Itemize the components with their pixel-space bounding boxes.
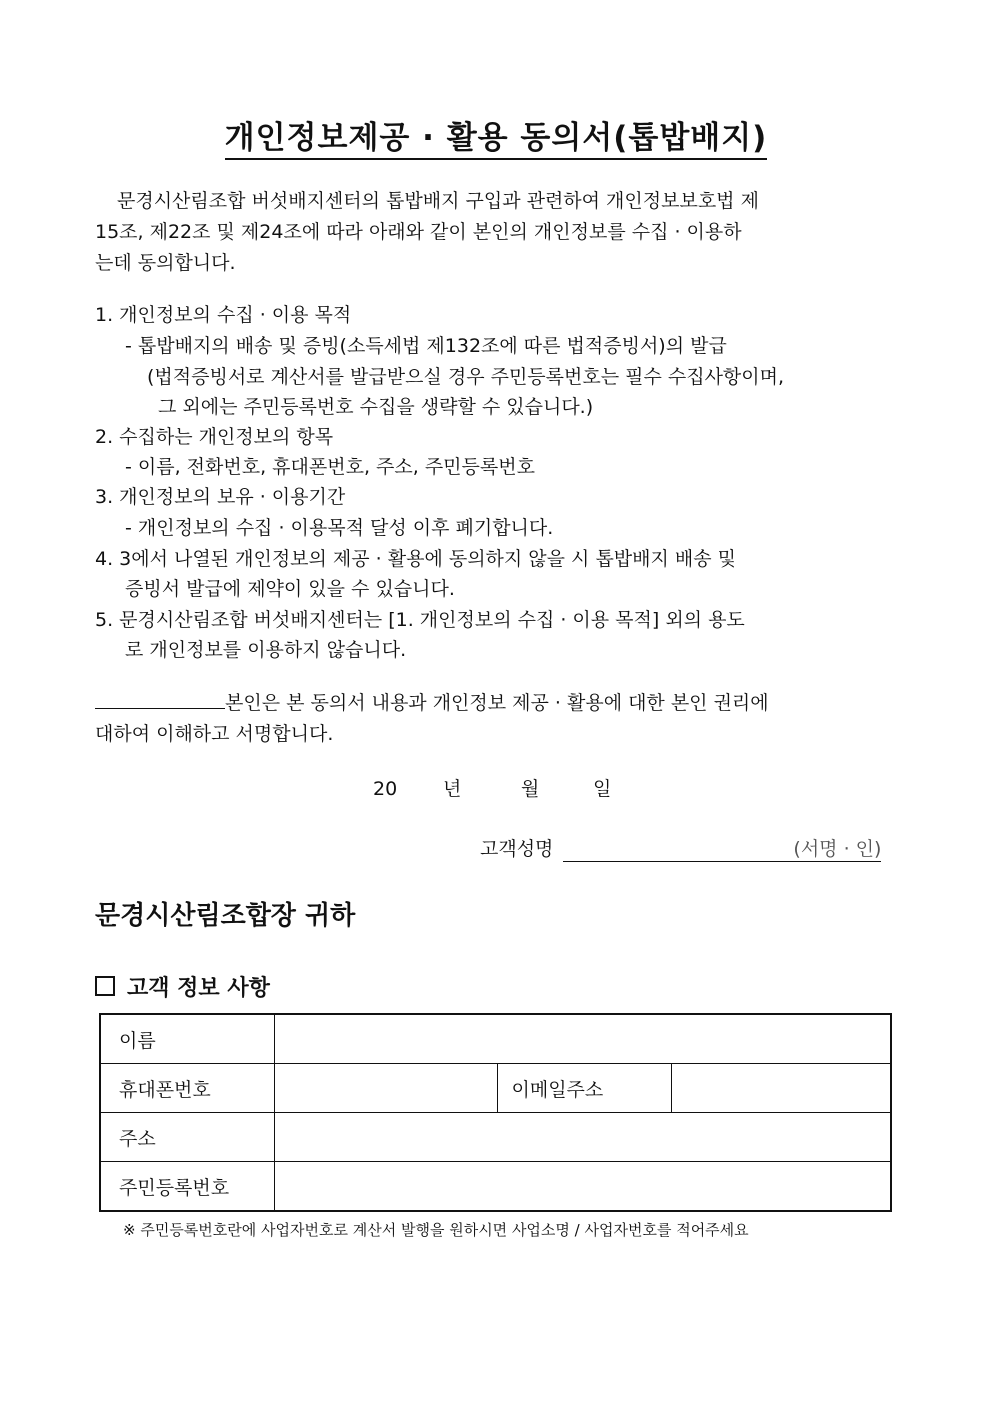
intro-line-1: 문경시산림조합 버섯배지센터의 톱밥배지 구입과 관련하여 개인정보보호법 제: [117, 190, 759, 212]
item-3-heading: 3. 개인정보의 보유 · 이용기간: [95, 486, 346, 508]
footnote: ※ 주민등록번호란에 사업자번호로 계산서 발행을 원하시면 사업소명 / 사업자번호를 적어주세요: [123, 1221, 749, 1239]
item-2-detail: - 이름, 전화번호, 휴대폰번호, 주소, 주민등록번호: [125, 456, 535, 478]
table-row: [100, 1113, 891, 1162]
address-label: 주소: [100, 1113, 274, 1162]
table-row: [100, 1064, 891, 1113]
item-5-line-2: 로 개인정보를 이용하지 않습니다.: [125, 639, 407, 661]
item-4-line-1: 4. 3에서 나열된 개인정보의 제공 · 활용에 동의하지 않을 시 톱밥배지 배송 및: [95, 548, 736, 570]
signature-row: [480, 834, 881, 862]
address-field[interactable]: [274, 1113, 891, 1162]
item-1-detail-1: - 톱밥배지의 배송 및 증빙(소득세법 제132조에 따른 법적증빙서)의 발급: [125, 335, 727, 357]
date-year-label: 년: [443, 778, 462, 800]
date-year-prefix: 20: [373, 778, 398, 800]
consent-text-1: 본인은 본 동의서 내용과 개인정보 제공 · 활용에 대한 본인 권리에: [225, 692, 769, 714]
item-2-heading: 2. 수집하는 개인정보의 항목: [95, 426, 334, 448]
intro-line-3: 는데 동의합니다.: [95, 252, 236, 274]
document-title: [0, 112, 992, 157]
item-4-line-2: 증빙서 발급에 제약이 있을 수 있습니다.: [125, 578, 455, 600]
name-blank[interactable]: [95, 688, 225, 709]
date-row: [373, 774, 611, 801]
table-row: [100, 1162, 891, 1212]
phone-label: 휴대폰번호: [100, 1064, 274, 1113]
document-title-text: 개인정보제공 · 활용 동의서(톱밥배지): [225, 120, 768, 160]
table-row: [100, 1014, 891, 1064]
consent-line-1: [95, 688, 769, 719]
section-heading: [95, 971, 270, 1002]
email-label: 이메일주소: [497, 1064, 671, 1113]
item-5-line-1: 5. 문경시산림조합 버섯배지센터는 [1. 개인정보의 수집 · 이용 목적] 외의 용도: [95, 609, 745, 631]
customer-name-label: 고객성명: [480, 838, 554, 860]
addressee: 문경시산림조합장 귀하: [95, 901, 356, 931]
item-1-detail-2: (법적증빙서로 계산서를 발급받으실 경우 주민등록번호는 필수 수집사항이며,: [147, 366, 785, 388]
email-field[interactable]: [671, 1064, 891, 1113]
name-label: 이름: [100, 1014, 274, 1064]
signature-field[interactable]: [563, 834, 881, 862]
checkbox-square-icon: [95, 976, 115, 996]
name-field[interactable]: [274, 1014, 891, 1064]
phone-field[interactable]: [274, 1064, 497, 1113]
date-month-label: 월: [521, 778, 540, 800]
customer-info-table: [99, 1013, 892, 1212]
date-day-label: 일: [593, 778, 612, 800]
intro-line-2: 15조, 제22조 및 제24조에 따라 아래와 같이 본인의 개인정보를 수집 · 이용하: [95, 221, 742, 243]
rrn-field[interactable]: [274, 1162, 891, 1212]
item-1-detail-3: 그 외에는 주민등록번호 수집을 생략할 수 있습니다.): [158, 396, 594, 418]
item-3-detail: - 개인정보의 수집 · 이용목적 달성 이후 폐기합니다.: [125, 517, 554, 539]
consent-line-2: 대하여 이해하고 서명합니다.: [95, 723, 334, 745]
signature-hint: (서명 · 인): [793, 838, 882, 860]
rrn-label: 주민등록번호: [100, 1162, 274, 1212]
section-heading-text: 고객 정보 사항: [127, 976, 270, 1001]
item-1-heading: 1. 개인정보의 수집 · 이용 목적: [95, 304, 352, 326]
